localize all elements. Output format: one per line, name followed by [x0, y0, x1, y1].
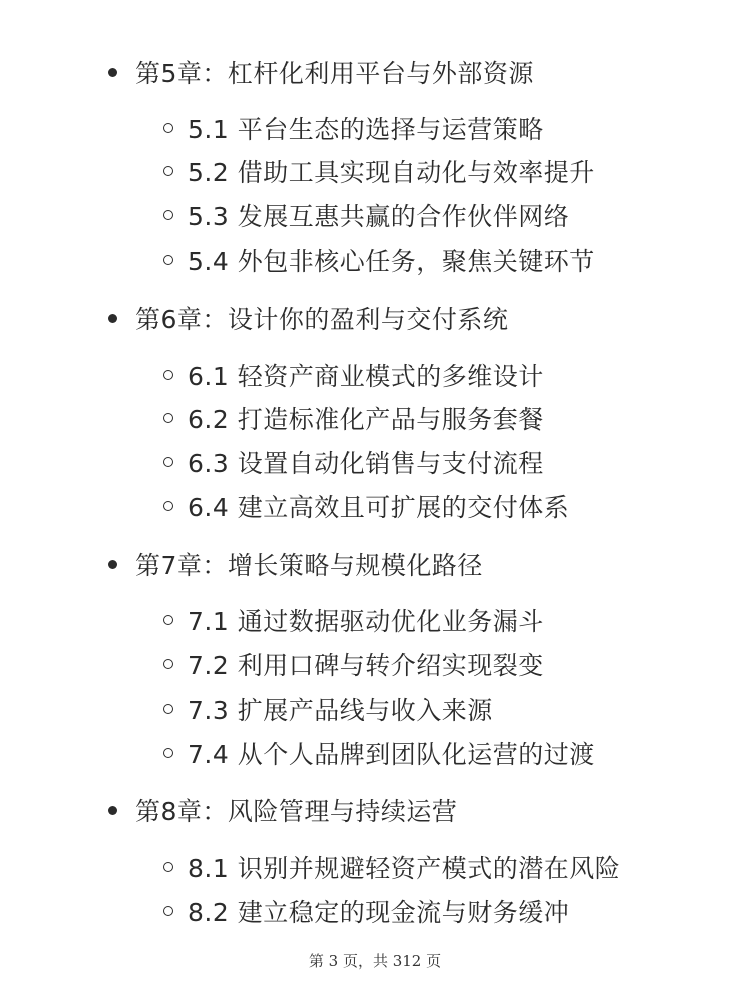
section-title: 8.2 建立稳定的现金流与财务缓冲	[188, 898, 570, 927]
hollow-bullet-icon	[163, 862, 173, 872]
toc-section-item	[163, 733, 595, 773]
hollow-bullet-icon	[163, 906, 173, 916]
toc-section-item	[163, 442, 544, 482]
hollow-bullet-icon	[163, 255, 173, 265]
toc-section-item	[163, 486, 569, 526]
toc-section-item	[163, 600, 544, 640]
chapter-8-heading	[108, 790, 457, 830]
section-title: 5.4 外包非核心任务，聚焦关键环节	[188, 247, 595, 276]
section-title: 5.3 发展互惠共赢的合作伙伴网络	[188, 202, 570, 231]
section-title: 5.2 借助工具实现自动化与效率提升	[188, 158, 595, 187]
toc-section-item	[163, 151, 595, 191]
section-title: 5.1 平台生态的选择与运营策略	[188, 115, 544, 144]
hollow-bullet-icon	[163, 123, 173, 133]
filled-bullet-icon	[108, 560, 117, 569]
toc-section-item	[163, 398, 544, 438]
hollow-bullet-icon	[163, 615, 173, 625]
page-number: 第 3 页，共 312 页	[308, 952, 442, 970]
section-title: 6.1 轻资产商业模式的多维设计	[188, 362, 544, 391]
section-title: 7.2 利用口碑与转介绍实现裂变	[188, 651, 544, 680]
hollow-bullet-icon	[163, 210, 173, 220]
chapter-title: 第8章：风险管理与持续运营	[135, 797, 458, 826]
hollow-bullet-icon	[163, 704, 173, 714]
hollow-bullet-icon	[163, 370, 173, 380]
chapter-7-heading	[108, 544, 483, 584]
chapter-title: 第6章：设计你的盈利与交付系统	[135, 305, 509, 334]
hollow-bullet-icon	[163, 659, 173, 669]
chapter-5-heading	[108, 52, 534, 92]
section-title: 7.1 通过数据驱动优化业务漏斗	[188, 607, 544, 636]
hollow-bullet-icon	[163, 501, 173, 511]
toc-section-item	[163, 847, 620, 887]
section-title: 7.4 从个人品牌到团队化运营的过渡	[188, 740, 595, 769]
chapter-6-heading	[108, 298, 508, 338]
filled-bullet-icon	[108, 806, 117, 815]
chapter-title: 第5章：杠杆化利用平台与外部资源	[135, 59, 534, 88]
toc-section-item	[163, 644, 544, 684]
toc-section-item	[163, 195, 569, 235]
hollow-bullet-icon	[163, 166, 173, 176]
toc-section-item	[163, 240, 595, 280]
toc-section-item	[163, 108, 544, 148]
section-title: 6.3 设置自动化销售与支付流程	[188, 449, 544, 478]
section-title: 6.4 建立高效且可扩展的交付体系	[188, 493, 570, 522]
toc-section-item	[163, 891, 569, 931]
page-footer	[0, 950, 750, 971]
section-title: 8.1 识别并规避轻资产模式的潜在风险	[188, 854, 621, 883]
hollow-bullet-icon	[163, 748, 173, 758]
chapter-title: 第7章：增长策略与规模化路径	[135, 551, 483, 580]
section-title: 7.3 扩展产品线与收入来源	[188, 696, 493, 725]
toc-section-item	[163, 355, 544, 395]
section-title: 6.2 打造标准化产品与服务套餐	[188, 405, 544, 434]
filled-bullet-icon	[108, 68, 117, 77]
hollow-bullet-icon	[163, 413, 173, 423]
filled-bullet-icon	[108, 314, 117, 323]
hollow-bullet-icon	[163, 457, 173, 467]
toc-section-item	[163, 689, 493, 729]
